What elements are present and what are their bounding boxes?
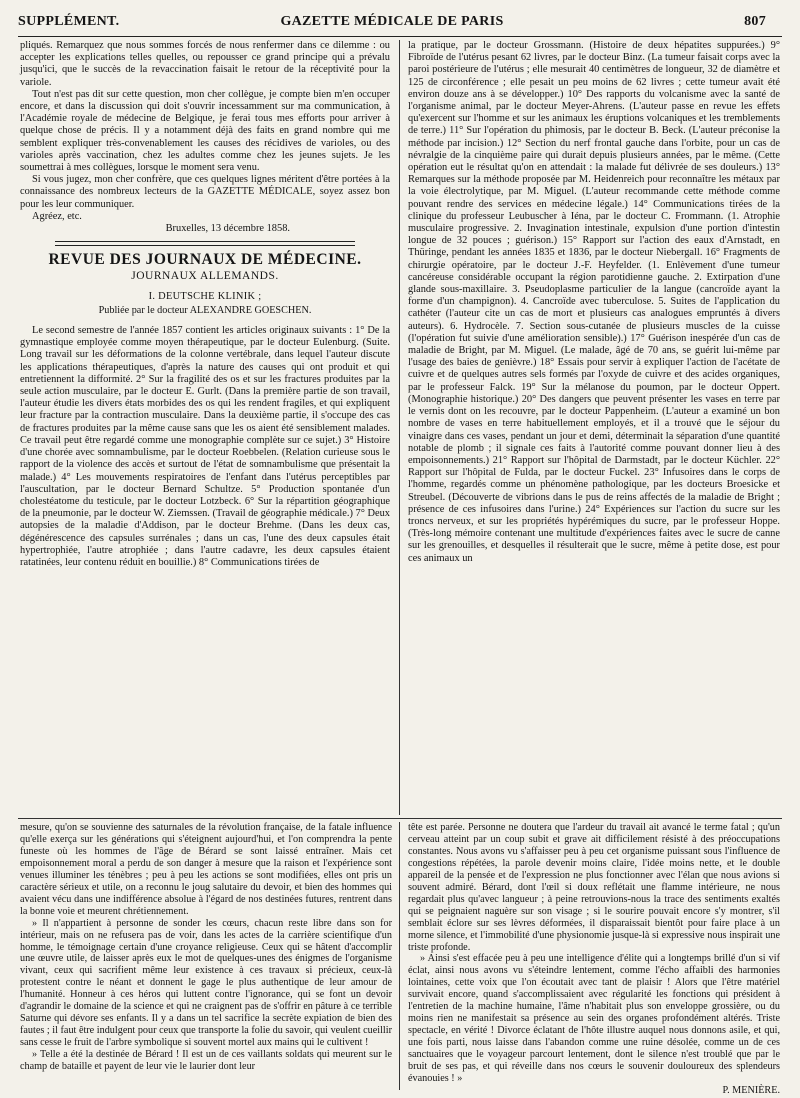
letter-paragraph-1: pliqués. Remarquez que nous sommes forcés de nous renfermer dans ce dilemme : ou accepter les explications telles quelles, ou repousser ce grand principe qui a prévalu jusqu'ici, que le succès de la revaccination faisait le retour de la réceptivité pour la variole.	[20, 40, 390, 88]
header-supplement: SUPPLÉMENT.	[18, 14, 120, 29]
letter-paragraph-2: Tout n'est pas dit sur cette question, mon cher collègue, je compte bien m'en occuper encore, et dans la discussion qui doit s'ouvrir incessamment sur ma communication, à l'Académie royale de médecine de Belgique, je ferai tous mes efforts pour arriver à quelque chose de précis. Il y a notamment déjà des faits en grand nombre qui me semblent expliquer très-convenablement les causes des récidives de varioles, ou des varioles après vaccination, chez les adultes comme chez les jeunes sujets. Je les soumettrai à mes collègues, lorsque le moment sera venu.	[20, 88, 390, 174]
eulogy-paragraph-2: » Il n'appartient à personne de sonder les cœurs, chacun reste libre dans son for intérieur, mais on ne refusera pas de voir, dans les actes de la carrière scientifique d'un homme, le témoignage certain d'une croyance religieuse. Ceux qui se hâtent d'accomplir une œuvre utile, de laisser après eux le mot de quelques-unes des énigmes de l'organisme vivant, ceux qui sacrifient même leur existence à ces travaux si précieux, ceux-là protestent contre le néant et donnent le gage le plus authentique de leur amour de l'humanité. Honneur à ces héros qui luttent contre l'ignorance, qui se font un devoir d'agrandir le domaine de la science et qui ne craignent pas de s'offrir en pâture à ce terrible Saturne qui dévore ses enfants. Il y a dans un tel sacrifice la secrète expiation de bien des fautes ; il faut être indulgent pour ceux que transporte la folie du savoir, qui veulent cueillir sans cesse le fruit de l'arbre symbolique si souvent mortel aux mains qui le cultivent !	[20, 917, 392, 1049]
header-rule	[18, 36, 782, 37]
review-continuation: la pratique, par le docteur Grossmann. (Histoire de deux hépatites suppurées.) 9° Fibroïde de l'utérus pesant 62 livres, par le docteur Binz. (La tumeur faisait corps avec la paroi postérieure de l'utérus ; elle mesurait 40 centimètres de longueur, 32 de diamètre et 125 de circonférence ; elle pesait un peu moins de 62 livres ; cette tumeur avait été environ douze ans à se développer.) 10° Des rapports du volcanisme avec la santé de l'organisme animal, par le docteur Meyer-Ahrens. (L'auteur passe en revue les effets qu'exercent sur l'homme et sur les animaux les éruptions volcaniques et les tremblements de terre.) 11° Sur l'opération du phimosis, par le docteur B. Beck. (L'auteur préconise la méthode par incision.) 12° Section du nerf frontal gauche dans l'orbite, pour un cas de névralgie de la cinquième paire qui durait depuis plusieurs années, par le même. (Cette opération eut le résultat qu'on en attendait : la malade fut délivrée de ses douleurs.) 13° Remarques sur la méthode proposée par M. Heidenreich pour reconnaître les métaux par la voie électrolytique, par M. Miguel. (L'auteur recommande cette méthode comme pouvant rendre des services en médecine légale.) 14° Communications tirées de la clinique du professeur Leubuscher à Iéna, par le docteur C. Frommann. (1. Atrophie musculaire progressive. 2. Invagination intestinale, expulsion d'une portion d'intestin longue de 32 pouces ; guérison.) 15° Rapport sur l'action des eaux d'Arnstadt, en Thüringe, pendant les années 1835 et 1836, par le docteur Niebergall. 16° Fragments de chirurgie opératoire, par le docteur J.-F. Heyfelder. (1. Enlèvement d'une tumeur cancéreuse considérable occupant la région parotidienne gauche. 2. Extirpation d'une glande sous-maxillaire. 3. Pseudoplasme particulier de la langue (cancroïde ayant la forme d'un champignon). 4. Cancroïde avec tuberculose. 5. Suites de l'application du cathéter (l'auteur cite un cas de mort et plusieurs cas analogues empruntés à divers auteurs). 6. Hydrocèle. 7. Section sous-cutanée de plusieurs muscles de la cuisse (l'opération fut suivie d'une amélioration sensible).) 17° Guérison inespérée d'un cas de maladie de Bright, par M. Miguel. (Le malade, âgé de 70 ans, se guérit lui-même par l'usage des baies de genièvre.) 18° Essais pour servir à expliquer l'action de l'acétate de cuivre et de quelques autres sels formés par l'oxyde de cuivre et des acides organiques, par le professeur Falck. 19° Sur la mélanose du poumon, par le docteur Oppert. (Monographie historique.) 20° Des dangers que peuvent présenter les vases en terre par le vernis dont on les recouvre, par le docteur Pappenheim. (L'auteur a examiné un bon nombre de vases en terre habituellement employés, et il a trouvé que le séjour du vinaigre dans ces vases, pendant un jour et demi, déterminait la séparation d'une quantité notable de plomb ; il signale ces faits à l'autorité comme pouvant donner lieu à des empoisonnements.) 21° Rapport sur l'hôpital de Darmstadt, par le docteur Küchler. 22° Rapport sur l'hôpital de Fulda, par le docteur Fuckel. 23° Infusoires dans le corps de l'homme, regardés comme un phénomène pathologique, par les docteurs Broesicke et Streubel. (Découverte de vibrions dans le pus de reins affectés de la maladie de Bright ; présence de ces infusoires dans l'urine.) 24° Expériences sur l'action du sucre sur les troncs nerveux, et sur les propriétés hypérémiques du sucre, par le professeur Hoppe. (Très-long mémoire contenant une multitude d'expériences faites avec le sucre de canne sur les grenouilles, et desquelles il résulterait que le sucre, même à petite dose, est pour ces animaux un	[408, 40, 780, 564]
journal-name: I. DEUTSCHE KLINIK ;	[148, 290, 262, 302]
letter-closing: Agréez, etc.	[32, 210, 82, 222]
page-header	[18, 14, 766, 36]
eulogy-signature: P. MENIÈRE.	[722, 1084, 780, 1096]
eulogy-paragraph-3: » Telle a été la destinée de Bérard ! Il est un de ces vaillants soldats qui meurent sur le champ de bataille et payent de leur vie le laurier dont leur	[20, 1049, 392, 1073]
letter-paragraph-3: Si vous jugez, mon cher confrère, que ces quelques lignes méritent d'être portées à la connaissance des nombreux lecteurs de la GAZETTE MÉDICALE, soyez assez bon pour les leur communiquer.	[20, 174, 390, 210]
column-divider	[399, 40, 400, 815]
bottom-column-divider	[399, 822, 400, 1090]
left-column	[20, 40, 390, 815]
eulogy-paragraph-1: mesure, qu'on se souvienne des saturnales de la révolution française, de la fatale influence qu'elle exerça sur les générations qui s'éteignent aujourd'hui, et l'on comprendra la pente funeste où les hommes de l'âge de Bérard se sont laissé entraîner. Mais cet empoisonnement moral a perdu de son danger à mesure que la raison et l'expérience sont venues illuminer les ténèbres ; peu à peu les actions se sont modifiées, elles ont pris un caractère sérieux et utile, on a reconnu le joug salutaire du devoir, et bien des hommes qui avaient vécu dans une indifférence absolue à l'égard de nos destinées futures, rentrent dans la bonne voie et meurent chrétiennement.	[20, 822, 392, 917]
bottom-right-column	[408, 822, 780, 1096]
bottom-left-column	[20, 822, 392, 1090]
eulogy-paragraph-4: tête est parée. Personne ne doutera que l'ardeur du travail ait avancé le terme fatal ; qu'un cerveau atteint par un coup subit et grave ait difficilement résisté à des préoccupations constantes. Nous avons vu s'affaisser peu à peu cet organisme puissant sous l'influence de congestions répétées, la parole devenir moins claire, l'idée moins nette, et le double appareil de la pensée et de l'expression ne plus fonctionner avec l'élan que nous avions si souvent admiré. Bérard, dont l'œil si doux reflétait une flamme intérieure, ne nous regardait plus qu'avec langueur ; à peine retrouvions-nous la trace des sentiments exaltés qui se peignaient naguère sur son visage ; si le sourire pouvait encore s'y montrer, s'il semblait éclore sur ses lèvres déformées, il disparaissait bientôt pour faire place à un morne silence, et l'immobilité d'une physionomie jusque-là si expressive nous inspirait une triste profonde.	[408, 822, 780, 953]
letter-date: Bruxelles, 13 décembre 1858.	[165, 223, 290, 235]
header-title: GAZETTE MÉDICALE DE PARIS	[280, 14, 504, 29]
section-title: REVUE DES JOURNAUX DE MÉDECINE.	[48, 251, 362, 269]
eulogy-paragraph-5: » Ainsi s'est effacée peu à peu une intelligence d'élite qui a longtemps brillé d'un si vif éclat, ainsi nous avons vu s'éteindre lentement, comme l'écho affaibli des harmonies lointaines, cette voix que l'on écoutait avec tant de plaisir ! Alors que l'être matériel survivait encore, quand s'accomplissaient avec régularité les fonctions qui président à l'entretien de la machine humaine, l'âme n'habitait plus son enveloppe grossière, ou du moins rien ne manifestait sa présence au sein des organes profondément altérés. Triste spectacle, en vérité ! Divorce éclatant de l'hôte illustre auquel nous donnons asile, et qui, une fois parti, nous laisse dans l'abandon comme une ruine désolée, comme un de ces sanctuaires que le voyageur parcourt lentement, dont le silence n'est troublé que par le bruit de ses pas, et qui réveille dans nos cœurs le souvenir douloureux des splendeurs évanouies ! »	[408, 953, 780, 1085]
right-column	[408, 40, 780, 815]
section-subtitle: JOURNAUX ALLEMANDS.	[131, 270, 279, 283]
page-number: 807	[744, 14, 766, 29]
section-separator	[55, 241, 355, 246]
review-paragraph: Le second semestre de l'année 1857 contient les articles originaux suivants : 1° De la gymnastique employée comme moyen thérapeutique, par le docteur Eulenburg. (Suite. Long travail sur les déformations de la colonne vertébrale, dans lequel l'auteur discute les applications thérapeutiques, d'après la nature des causes qui ont produit et qui entretiennent la difformité. 2° Sur la fragilité des os et sur les fractures produites par la seule action musculaire, par le docteur E. Gurlt. (Dans la première partie de son travail, l'auteur étudie les divers états morbides des os qui les rendent fragiles, et qui expliquent leur fracture par la contraction musculaire. Dans la deuxième partie, il s'occupe des cas de fractures produites par la même cause sans que les os aient été sensiblement malades. Ce travail peut être regardé comme une monographie complète sur ce sujet.) 3° Histoire d'une chorée avec somnambulisme, par le docteur Roebbelen. (Relation curieuse sous le rapport de la violence des accès et surtout de l'état de somnambulisme que présentait la malade.) 4° Les mouvements respiratoires de l'enfant dans l'utérus perceptibles par l'auscultation, par le docteur Bernard Schultze. 5° Production spontanée d'un cholestéatome du testicule, par le docteur Lotzbeck. 6° Sur la répartition géographique de la pneumonie, par le docteur W. Ziemssen. (Travail de géographie médicale.) 7° Deux autopsies de la maladie d'Addison, par le docteur Brehme. (Dans les deux cas, dégénérescence des capsules surrénales ; dans un cas, l'une des deux capsules était hypertrophiée, l'autre atrophiée ; dans l'autre cadavre, les deux capsules étaient ratatinées, leur contenu réduit en bouillie.) 8° Communications tirées de	[20, 325, 390, 568]
feuilleton-rule	[18, 818, 782, 819]
journal-byline: Publiée par le docteur ALEXANDRE GOESCHEN.	[98, 304, 312, 316]
